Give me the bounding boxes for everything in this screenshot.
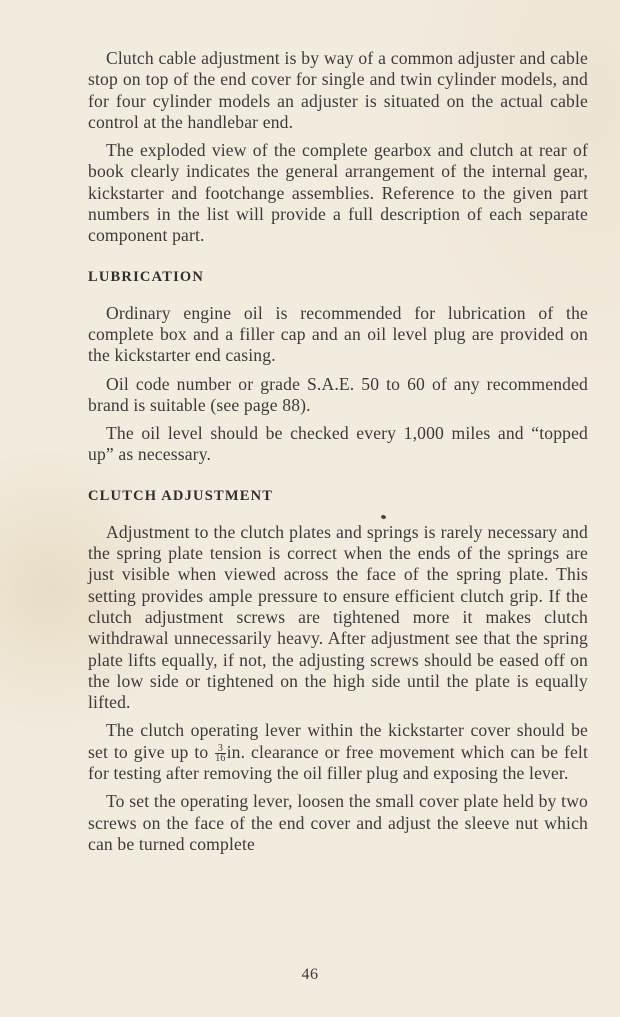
intro-paragraph-2: The exploded view of the complete gearbox and clutch at rear of book clearly indicates the general arrangement of the internal gear, kickstarter and footchange assemblies. Reference to the given part numbers in the list will provide a full description of each separate component part. — [88, 140, 588, 246]
clutch-paragraph-2 — [88, 720, 588, 784]
intro-paragraph-1: Clutch cable adjustment is by way of a common adjuster and cable stop on top of the end cover for single and twin cylinder models, and for four cylinder models an adjuster is situated on the actual cable control at the handlebar end. — [88, 48, 588, 132]
text-column — [88, 48, 588, 855]
page-number: 46 — [301, 966, 319, 983]
lubrication-paragraph-3: The oil level should be checked every 1,000 miles and “topped up” as necessary. — [88, 423, 588, 465]
clutch-paragraph-2-start: The clutch operating lever within the kickstarter cover should be set to give up to — [88, 720, 588, 762]
fraction-denominator: 16 — [215, 753, 226, 765]
clutch-paragraph-3: To set the operating lever, loosen the small cover plate held by two screws on the face of the end cover and adjust the sleeve nut which can be turned complete — [88, 791, 588, 855]
fraction-numerator: 3 — [215, 744, 225, 754]
clutch-paragraph-2-end: in. clearance or free movement which can be felt for testing after removing the oil filler plug and exposing the lever. — [88, 741, 588, 784]
clutch-adjustment-heading: CLUTCH ADJUSTMENT — [88, 487, 274, 504]
lubrication-paragraph-2: Oil code number or grade S.A.E. 50 to 60 of any recommended brand is suitable (see page 88). — [88, 373, 588, 415]
clutch-paragraph-1: Adjustment to the clutch plates and springs is rarely necessary and the spring plate tension is correct when the ends of the springs are just visible when viewed across the face of the spring plate. This setting provides ample pressure to ensure efficient clutch grip. If the clutch adjustment screws are tightened more it makes clutch withdrawal unnecessarily heavy. After adjustment see that the spring plate lifts equally, if not, the adjusting screws should be eased off on the low side or tightened on the high side until the plate is equally lifted. — [88, 521, 588, 713]
lubrication-paragraph-1: Ordinary engine oil is recommended for lubrication of the complete box and a filler cap and an oil level plug are provided on the kickstarter end casing. — [88, 302, 588, 366]
fraction-three-sixteenths — [215, 744, 225, 763]
lubrication-heading: LUBRICATION — [88, 268, 205, 285]
